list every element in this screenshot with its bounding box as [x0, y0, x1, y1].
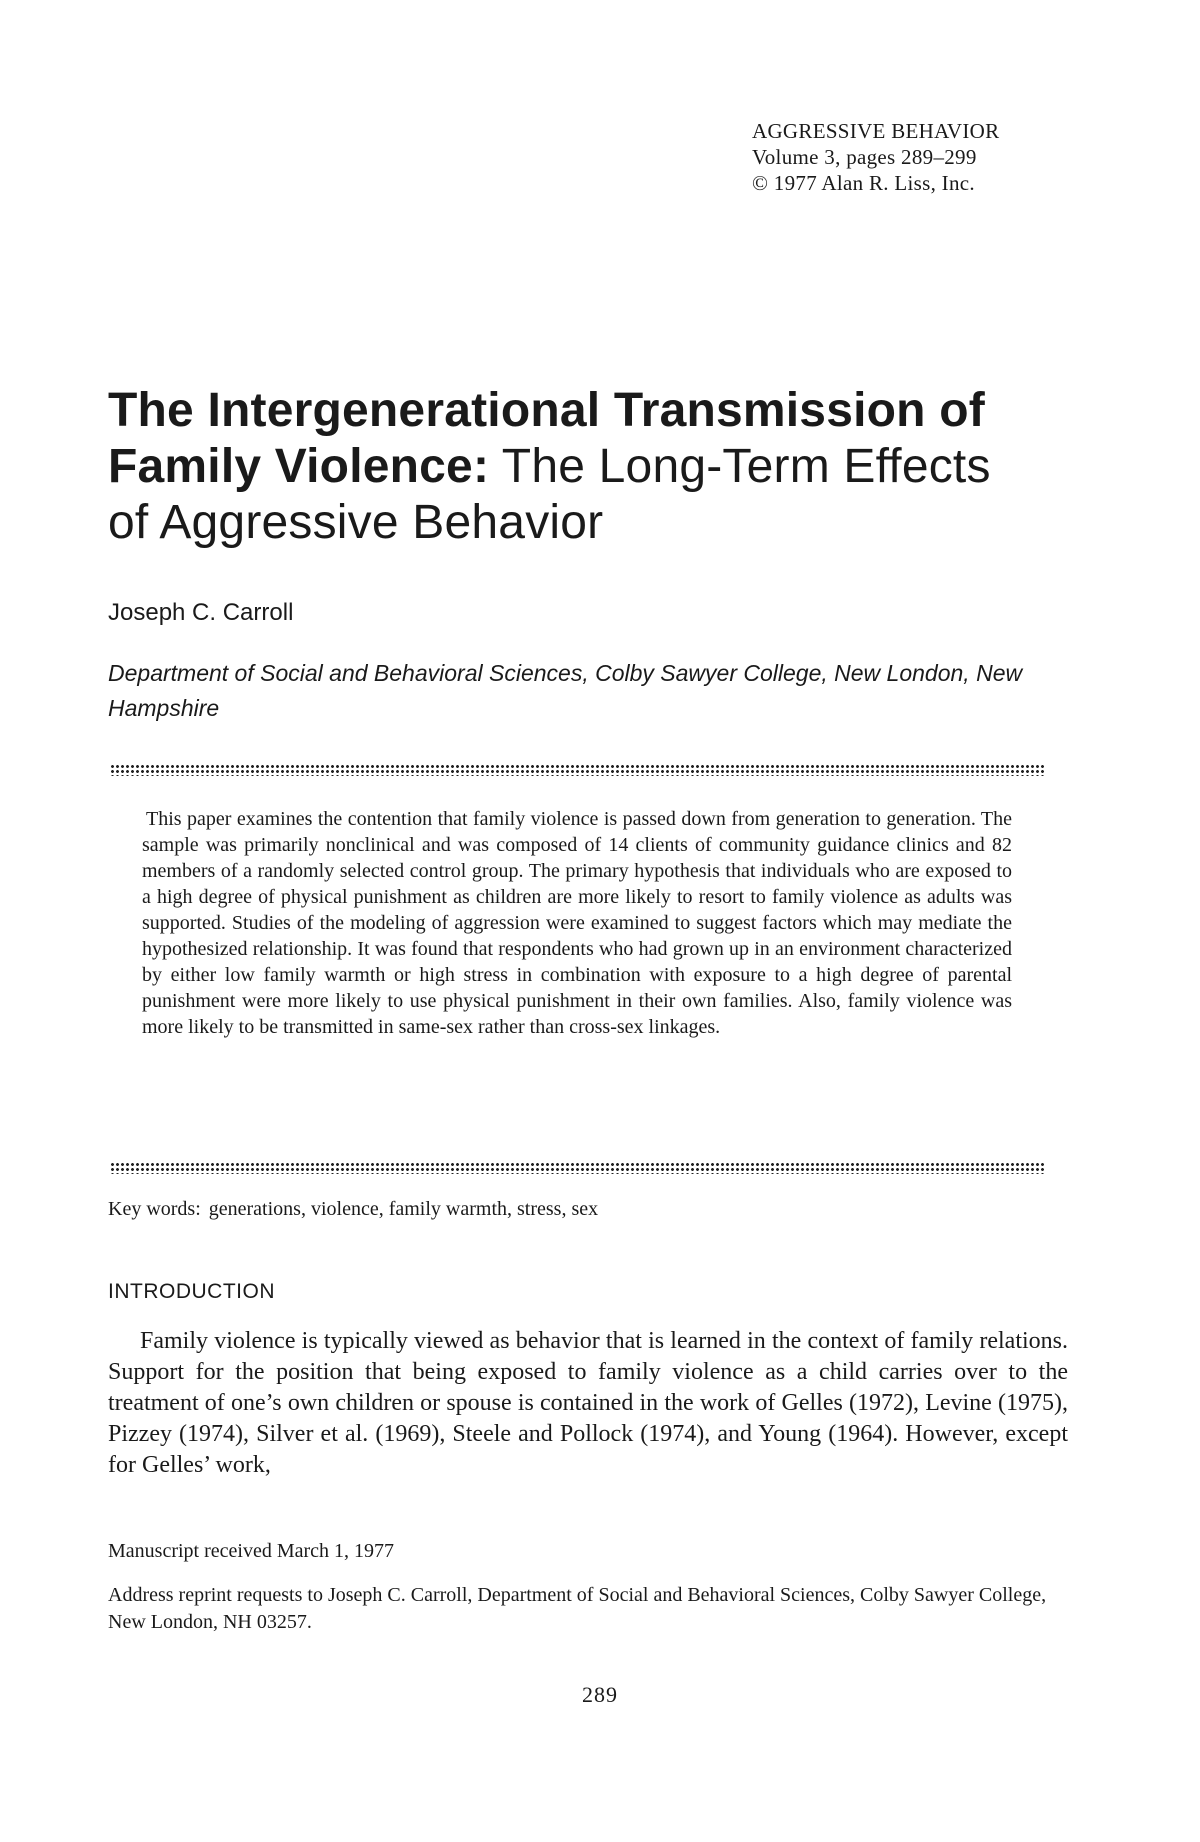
- section-heading: INTRODUCTION: [108, 1280, 275, 1303]
- article-title: [108, 383, 1088, 551]
- manuscript-received-note: Manuscript received March 1, 1977: [108, 1540, 395, 1562]
- title-line-1: The Intergenerational Transmission of: [108, 384, 985, 437]
- title-line-3: of Aggressive Behavior: [108, 496, 604, 549]
- keywords-label: Key words:: [108, 1198, 201, 1220]
- author-name: Joseph C. Carroll: [108, 599, 294, 626]
- reprint-address-note: Address reprint requests to Joseph C. Carroll, Department of Social and Behavioral Sciences, Colby Sawyer College, New London, NH 03257.: [108, 1584, 1047, 1633]
- abstract-top-rule: [110, 764, 1045, 776]
- page-number: 289: [582, 1682, 618, 1707]
- journal-volume-pages: Volume 3, pages 289–299: [752, 145, 977, 169]
- journal-copyright: © 1977 Alan R. Liss, Inc.: [752, 171, 975, 195]
- abstract-text: This paper examines the contention that family violence is passed down from generation to generation. The sample was primarily nonclinical and was composed of 14 clients of community guidance clinics and 82 members of a randomly selected control group. The primary hypothesis that individuals who are exposed to a high degree of physical punishment as children are more likely to resort to family violence as adults was supported. Studies of the modeling of aggression were examined to suggest factors which may mediate the hypothesized relationship. It was found that respondents who had grown up in an environment characterized by either low family warmth or high stress in combination with exposure to a high degree of parental punishment were more likely to use physical punishment in their own families. Also, family violence was more likely to be transmitted in same-sex rather than cross-sex linkages.: [142, 808, 1012, 1038]
- keywords: [108, 1196, 598, 1222]
- abstract-bottom-rule: [110, 1162, 1045, 1174]
- journal-name: AGGRESSIVE BEHAVIOR: [752, 119, 1000, 143]
- title-line-2-bold: Family Violence:: [108, 440, 490, 493]
- keywords-value: generations, violence, family warmth, stress, sex: [208, 1198, 599, 1220]
- title-line-2-light: The Long-Term Effects: [489, 440, 991, 493]
- introduction-paragraph: Family violence is typically viewed as behavior that is learned in the context of family relations. Support for the position that being exposed to family violence as a child carries over to the treatment of one’s own children or spouse is contained in the work of Gelles (1972), Levine (1975), Pizzey (1974), Silver et al. (1969), Steele and Pollock (1974), and Young (1964). However, except for Gelles’ work,: [108, 1328, 1068, 1478]
- journal-header: [752, 118, 999, 196]
- author-affiliation: Department of Social and Behavioral Sciences, Colby Sawyer College, New London, New Hampshire: [108, 660, 1023, 721]
